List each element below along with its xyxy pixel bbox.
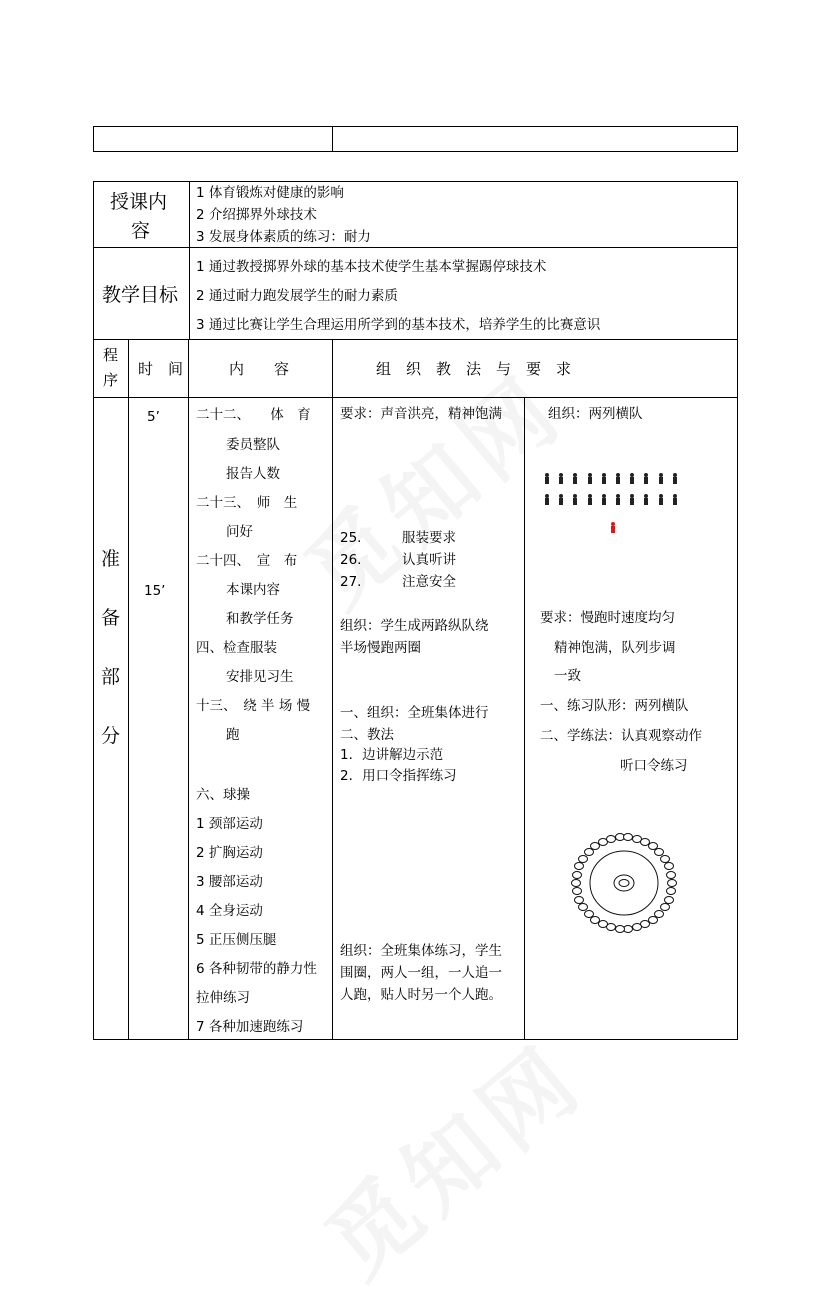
goal-item: 1 通过教授掷界外球的基本技术使学生基本掌握踢停球技术 (196, 259, 547, 275)
student-icon (643, 473, 649, 484)
goal-item: 3 通过比赛让学生合理运用所学到的基本技术，培养学生的比赛意识 (196, 317, 601, 333)
content-line: 安排见习生 (226, 669, 294, 685)
student-ring-icon (667, 879, 677, 887)
content-line: 1 颈部运动 (196, 816, 263, 832)
header-program: 序 (103, 371, 119, 389)
student-icon (658, 473, 664, 484)
student-icon (572, 494, 578, 505)
student-icon (615, 494, 621, 505)
student-icon (629, 473, 635, 484)
goals-label: 教学目标 (102, 284, 179, 306)
student-icon (544, 494, 550, 505)
student-icon (544, 473, 550, 484)
student-ring-icon (584, 910, 594, 918)
content-item: 2 介绍掷界外球技术 (196, 207, 317, 223)
content-line: 6 各种韧带的静力性 (196, 961, 317, 977)
content-item: 1 体育锻炼对健康的影响 (196, 185, 344, 201)
content-line: 四、检查服装 (196, 640, 277, 656)
method-line: 2．用口令指挥练习 (340, 768, 457, 784)
section-char: 分 (101, 725, 121, 747)
content-item: 3 发展身体素质的练习：耐力 (196, 229, 371, 245)
student-icon (615, 473, 621, 484)
content-label: 授课内 (110, 191, 168, 213)
header-time: 时 间 (138, 360, 184, 378)
content-line: 4 全身运动 (196, 903, 263, 919)
header-organization: 组 织 教 法 与 要 求 (376, 360, 572, 378)
leader-icon (610, 522, 616, 533)
method-line: 一、组织：全班集体进行 (340, 705, 489, 721)
content-line: 跑 (226, 727, 240, 743)
section-char: 备 (101, 607, 121, 629)
time-value: 15’ (144, 583, 166, 599)
student-ring-icon (571, 879, 581, 887)
content-line: 十三、 绕 半 场 慢 (196, 698, 311, 714)
content-line: 报告人数 (226, 466, 280, 482)
student-ring-icon (572, 871, 582, 879)
student-icon (601, 473, 607, 484)
method-line: 组织：学生成两路纵队绕 (340, 618, 489, 634)
method-line: 组织：全班集体练习，学生 (340, 943, 502, 959)
diagram-line: 一致 (554, 668, 581, 684)
watermark (293, 1009, 606, 1301)
content-line: 5 正压侧压腿 (196, 932, 277, 948)
diagram-line: 听口令练习 (620, 758, 688, 774)
diagram-line: 一、练习队形：两列横队 (540, 698, 689, 714)
diagram-line: 二、学练法：认真观察动作 (540, 728, 702, 744)
student-icon (601, 494, 607, 505)
content-line: 二十三、 师 生 (196, 495, 298, 511)
diagram-line: 组织：两列横队 (548, 406, 643, 422)
content-label: 容 (131, 220, 151, 242)
student-icon (587, 494, 593, 505)
content-line: 委员整队 (226, 437, 280, 453)
method-line: 1．边讲解边示范 (340, 747, 444, 763)
content-line: 二十二、 体 育 (196, 407, 311, 423)
student-ring-icon (615, 925, 625, 933)
student-icon (672, 473, 678, 484)
method-line: 二、教法 (340, 727, 394, 743)
content-line: 二十四、 宣 布 (196, 553, 298, 569)
method-line: 25. 服装要求 (340, 530, 456, 546)
student-icon (558, 473, 564, 484)
diagram-line: 要求：慢跑时速度均匀 (540, 610, 675, 626)
method-line: 要求：声音洪亮，精神饱满 (340, 406, 502, 422)
content-line: 2 扩胸运动 (196, 845, 263, 861)
student-ring-icon (574, 896, 584, 904)
diagram-line: 精神饱满，队列步调 (554, 640, 676, 656)
student-ring-icon (666, 871, 676, 879)
section-char: 部 (101, 666, 121, 688)
method-line: 围圈，两人一组，一人追一 (340, 965, 502, 981)
student-icon (643, 494, 649, 505)
time-value: 5’ (147, 409, 160, 425)
student-icon (629, 494, 635, 505)
content-line: 3 腰部运动 (196, 874, 263, 890)
method-line: 27. 注意安全 (340, 574, 456, 590)
method-line: 人跑，贴人时另一个人跑。 (340, 987, 502, 1003)
student-icon (558, 494, 564, 505)
student-icon (587, 473, 593, 484)
content-line: 7 各种加速跑练习 (196, 1019, 304, 1035)
content-line: 本课内容 (226, 582, 280, 598)
student-ring-icon (578, 855, 588, 863)
method-line: 半场慢跑两圈 (340, 640, 421, 656)
content-line: 六、球操 (196, 787, 250, 803)
content-line: 和教学任务 (226, 611, 294, 627)
content-line: 问好 (226, 524, 253, 540)
section-char: 准 (101, 548, 121, 570)
header-content: 内 容 (229, 360, 290, 378)
student-icon (572, 473, 578, 484)
header-program: 程 (103, 346, 119, 364)
content-line: 拉伸练习 (196, 990, 250, 1006)
student-icon (658, 494, 664, 505)
student-icon (672, 494, 678, 505)
goal-item: 2 通过耐力跑发展学生的耐力素质 (196, 288, 398, 304)
method-line: 26. 认真听讲 (340, 552, 456, 568)
